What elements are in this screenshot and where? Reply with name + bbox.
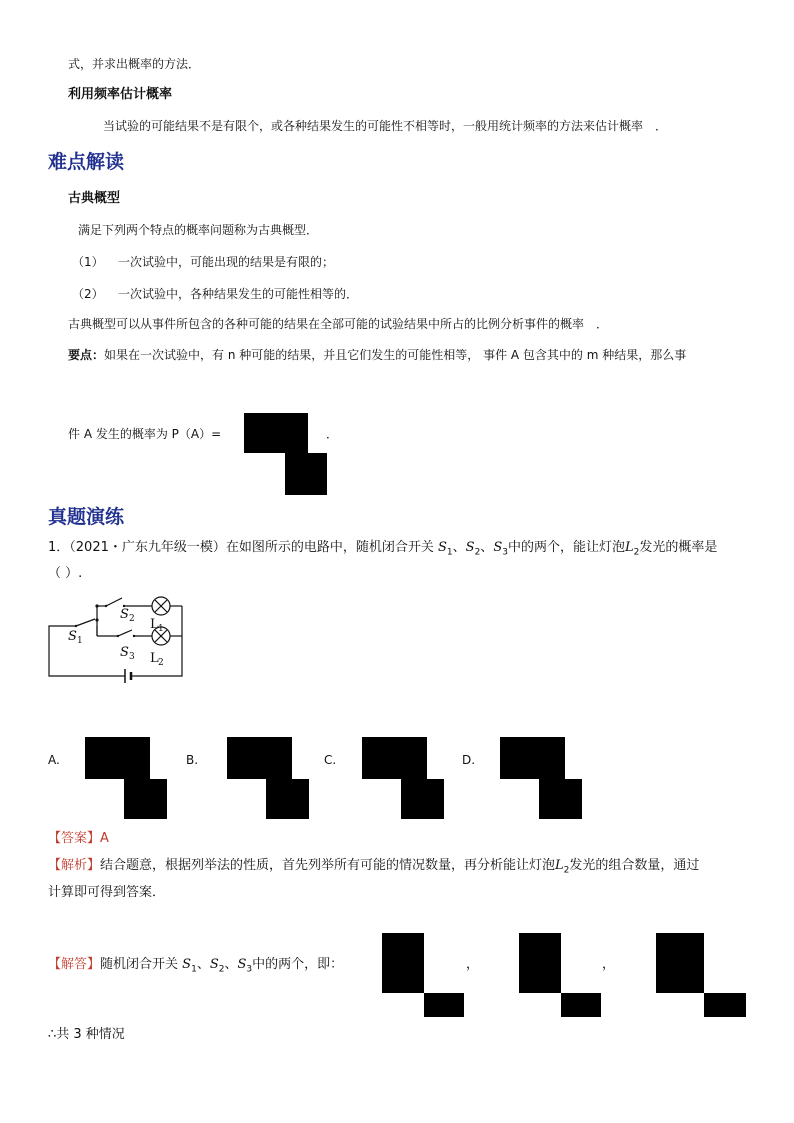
option-b-image[interactable]: [227, 737, 292, 779]
junction: [95, 618, 98, 621]
subscript: 1: [158, 624, 164, 634]
keypoint-label: 要点：: [68, 348, 105, 362]
formula-period: ．: [326, 427, 339, 441]
definition-text: 满足下列两个特点的概率问题称为古典概型．: [78, 223, 319, 237]
solution-text: 随机闭合开关: [100, 957, 179, 972]
subscript: 2: [474, 547, 481, 558]
summary-text: 古典概型可以从事件所包含的各种可能的结果在全部可能的试验结果中所占的比例分析事件的概率 ．: [68, 317, 609, 331]
solution-combo-image: [424, 993, 464, 1017]
switch-s3-label: S: [237, 957, 247, 972]
option-a-image[interactable]: [124, 779, 167, 819]
solution-combo-image: [382, 933, 424, 993]
switch-s2: [106, 598, 122, 606]
circuit-label-s3: S: [120, 645, 129, 660]
option-b-image[interactable]: [266, 779, 309, 819]
q1-tail: 发光的概率是: [639, 540, 718, 555]
switch-s3: [118, 630, 132, 636]
circuit-label-s2: S: [120, 607, 129, 622]
item-number: （1）: [72, 255, 104, 269]
intro-line: 式，并求出概率的方法．: [68, 57, 201, 71]
lamp-l2-label: L: [624, 540, 634, 555]
switch-s3-label: S: [493, 540, 503, 555]
item-text: 一次试验中，可能出现的结果是有限的；: [118, 255, 335, 269]
comma: ，: [466, 957, 480, 972]
switch-s1: [76, 619, 95, 626]
analysis-text: 结合题意，根据列举法的性质，首先列举所有可能的情况数量，再分析能让灯泡: [100, 858, 556, 873]
junction: [95, 604, 98, 607]
answer-text: 【答案】A: [48, 831, 109, 846]
option-a-label: A.: [48, 753, 60, 767]
keypoint-text: 如果在一次试验中，有 n 种可能的结果，并且它们发生的可能性相等， 事件 A 包含其中的 m 种结果，那么事: [104, 348, 687, 362]
option-c-label: C.: [324, 753, 337, 767]
comma: ，: [602, 957, 616, 972]
item-text: 一次试验中，各种结果发生的可能性相等的．: [118, 287, 359, 301]
circuit-label-s1: S: [68, 629, 77, 644]
option-d-image[interactable]: [539, 779, 582, 819]
freq-text: 当试验的可能结果不是有限个，或各种结果发生的可能性不相等时，一般用统计频率的方法来估计概率 ．: [103, 119, 668, 133]
solution-combo-image: [704, 993, 746, 1017]
subscript: 1: [77, 636, 83, 646]
subscript: 2: [563, 865, 570, 876]
switch-s1-label: S: [182, 957, 192, 972]
separator: 、: [480, 540, 494, 555]
option-d-image[interactable]: [500, 737, 565, 779]
solution-line: [48, 956, 343, 979]
circuit-label-l1: L: [150, 617, 159, 632]
circuit-label-l2: L: [150, 651, 159, 666]
section-title-difficulty: 难点解读: [48, 151, 125, 173]
analysis-label: 【解析】: [48, 858, 101, 873]
option-a-image[interactable]: [85, 737, 150, 779]
case-count-text: ∴共 3 种情况: [48, 1027, 125, 1042]
subscript: 2: [218, 964, 225, 975]
q1-mid: 中的两个，能让灯泡: [507, 540, 625, 555]
analysis-line1: [48, 857, 699, 880]
freq-heading: 利用频率估计概率: [68, 87, 173, 102]
switch-s2-label: S: [209, 957, 219, 972]
subscript: 2: [633, 547, 640, 558]
solution-combo-image: [656, 933, 704, 993]
solution-combo-image: [561, 993, 601, 1017]
switch-s1-label: S: [438, 540, 447, 555]
switch-s2-label: S: [465, 540, 475, 555]
solution-combo-image: [519, 933, 561, 993]
separator: 、: [196, 957, 210, 972]
solution-text: 中的两个，即：: [252, 957, 344, 972]
option-c-image[interactable]: [362, 737, 427, 779]
option-d-label: D.: [462, 753, 476, 767]
lamp-l2-label: L: [555, 858, 564, 873]
formula-text: 件 A 发生的概率为 P（A）=: [68, 427, 222, 441]
classical-model-heading: 古典概型: [68, 191, 121, 206]
subscript: 3: [246, 964, 253, 975]
q1-prefix: 1．（2021・广东九年级一模）在如图所示的电路中，随机闭合开关: [48, 540, 434, 555]
formula-fraction-image: [244, 413, 308, 453]
subscript: 2: [158, 658, 164, 668]
subscript: 2: [129, 614, 135, 624]
option-b-label: B.: [186, 753, 199, 767]
section-title-practice: 真题演练: [48, 506, 125, 528]
wire: [49, 626, 122, 676]
solution-label: 【解答】: [48, 957, 101, 972]
question-1-line2: （ ）.: [48, 566, 83, 581]
subscript: 3: [129, 652, 135, 662]
keypoint-line: [68, 347, 686, 363]
option-c-image[interactable]: [401, 779, 444, 819]
formula-fraction-image: [285, 453, 327, 495]
subscript: 1: [446, 547, 453, 558]
analysis-line2: 计算即可得到答案．: [48, 885, 166, 900]
circuit-diagram: [40, 590, 200, 690]
subscript: 3: [502, 547, 508, 558]
separator: 、: [224, 957, 238, 972]
analysis-text: 发光的组合数量，通过: [569, 858, 700, 873]
subscript: 1: [191, 964, 197, 975]
separator: 、: [452, 540, 466, 555]
item-number: （2）: [72, 287, 104, 301]
question-1-line1: [48, 539, 717, 562]
